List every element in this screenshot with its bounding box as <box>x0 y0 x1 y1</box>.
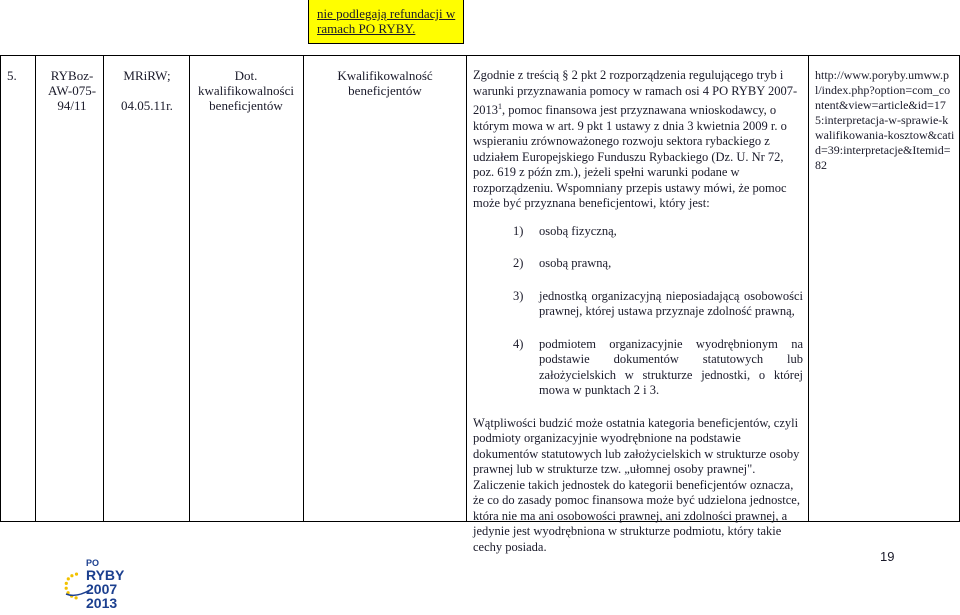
row-id: RYBoz-AW-075-94/11 <box>47 68 97 113</box>
column-divider <box>303 56 304 521</box>
row-category: Kwalifikowalność beneficjentów <box>337 68 433 98</box>
logo-line-1: PO <box>86 558 100 568</box>
top-note: nie podlegają refundacji w ramach PO RYBY. <box>317 6 456 36</box>
list-item: 1) osobą fizyczną, <box>513 223 617 238</box>
content-intro <box>473 68 803 212</box>
list-item: 2) osobą prawną, <box>513 256 612 271</box>
previous-row-fragment <box>308 0 464 44</box>
logo-line-2: RYBY <box>86 567 125 583</box>
list-item: 3) jednostką organizacyjną nieposiadającą osobowości prawnej, której ustawa przyznaje zdolność prawną, <box>513 288 803 319</box>
intro-part-1: Zgodnie z treścią § 2 pkt 2 rozporządzenia regulującego tryb i warunki przyznawania pomocy w ramach osi 4 PO RYBY 2007-2013 <box>473 68 798 118</box>
content-conclusion: Wątpliwości budzić może ostatnia kategoria beneficjentów, czyli podmioty organizacyjnie wyodrębnione na podstawie dokumentów statutowych lub założycielskich w strukturze osoby prawnej lub w strukturze tzw. „ułomnej osoby prawnej". Zaliczenie takich jednostek do kategorii beneficjentów oznacza, że co do zasady pomoc finansowa może być udzielona jednostce, która nie ma ani osobowości prawnej, ani zdolności prawnej, a jedynie jest wyodrębniona w strukturze podmiotu, który takie cechy posiada. <box>473 415 800 554</box>
star-mark <box>65 587 68 590</box>
source-link[interactable]: http://www.poryby.umww.pl/index.php?option=com_content&view=article&id=175:interpretacja-w-sprawie-kwalifikowania-kosztow&catid=39:interpretacje&Itemid=82 <box>815 68 955 172</box>
logo-line-3: 2007 <box>86 581 118 597</box>
star-mark <box>70 574 73 577</box>
column-divider <box>35 56 36 521</box>
intro-part-2: , pomoc finansowa jest przyznawana wnioskodawcy, o którym mowa w art. 9 pkt 1 ustawy z dnia 3 kwietnia 2009 r. o wspieraniu zrównoważonego rozwoju sektora rybackiego z udziałem Europejskiego Funduszu Rybackiego (Dz. U. Nr 72, poz. 619 z późn zm.), jeżeli spełni warunki podane w rozporządzeniu. Wspomniany przepis ustawy mówi, że pomoc może być przyznana beneficjentowi, który jest: <box>473 103 787 211</box>
row-number: 5. <box>7 68 17 83</box>
row-date <box>105 68 189 113</box>
list-item: 4) podmiotem organizacyjnie wyodrębnionym na podstawie dokumentów statutowych lub założycielskich w strukturze jednostki, o której mowa w punktach 2 i 3. <box>513 336 803 398</box>
column-divider <box>466 56 467 521</box>
column-divider <box>103 56 104 521</box>
star-mark <box>75 596 78 599</box>
column-divider <box>808 56 809 521</box>
star-mark <box>65 582 68 585</box>
row-date-value: 04.05.11r. <box>121 98 173 113</box>
star-mark <box>67 577 70 580</box>
row-content <box>473 68 803 555</box>
row-date-source: MRiRW; <box>123 68 171 83</box>
page-number: 19 <box>880 549 895 564</box>
po-ryby-logo <box>54 558 154 612</box>
star-mark <box>75 573 78 576</box>
beneficiary-list <box>473 224 803 399</box>
footnote-ref: 1 <box>498 102 502 111</box>
logo-line-4: 2013 <box>86 595 118 611</box>
logo-wordmark <box>86 558 124 610</box>
interpretation-table <box>0 55 960 554</box>
row-topic: Dot. kwalifikowalności beneficjentów <box>197 68 295 113</box>
column-divider <box>189 56 190 521</box>
